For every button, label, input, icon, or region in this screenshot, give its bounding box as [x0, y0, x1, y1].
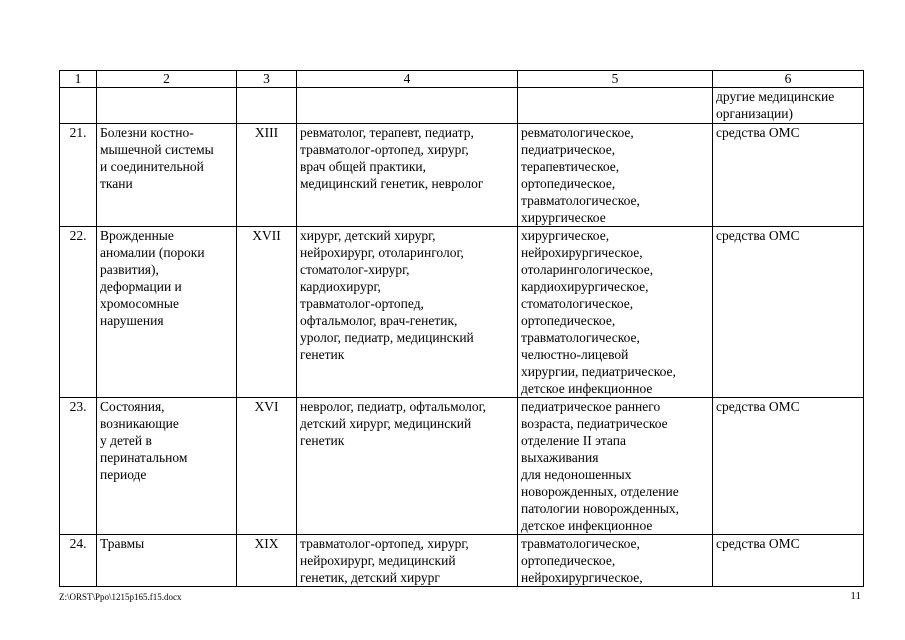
- specialists-cell: травматолог-ортопед, хирург, нейрохирург, медицинский генетик, детский хирург: [297, 535, 518, 587]
- funding-source-cell: средства ОМС: [713, 124, 864, 227]
- footer-file-path: Z:\ORST\Ppo\1215p165.f15.docx: [59, 592, 182, 602]
- specialists-cell: ревматолог, терапевт, педиатр, травматолог-ортопед, хирург, врач общей практики, медицинский генетик, невролог: [297, 124, 518, 227]
- specialists-cell: хирург, детский хирург, нейрохирург, отоларинголог, стоматолог-хирург, кардиохирург, травматолог-ортопед, офтальмолог, врач-генетик, уролог, педиатр, медицинский генетик: [297, 227, 518, 398]
- icd-class-cell: XIX: [237, 535, 297, 587]
- table-row: [60, 535, 864, 587]
- profile-cell: травматологическое, ортопедическое, нейрохирургическое,: [518, 535, 713, 587]
- funding-source-cell: средства ОМС: [713, 535, 864, 587]
- column-number: 1: [60, 71, 97, 88]
- profile-cell: хирургическое, нейрохирургическое, отоларингологическое, кардиохирургическое, стоматологическое, ортопедическое, травматологическое, челюстно-лицевой хирургии, педиатрическое, детское инфекционное: [518, 227, 713, 398]
- funding-source-cell: средства ОМС: [713, 398, 864, 535]
- profile-cell: ревматологическое, педиатрическое, терапевтическое, ортопедическое, травматологическое, хирургическое: [518, 124, 713, 227]
- profile-cell: педиатрическое раннего возраста, педиатрическое отделение II этапа выхаживания для недоношенных новорожденных, отделение патологии новорожденных, детское инфекционное: [518, 398, 713, 535]
- disease-class-cell: Травмы: [97, 535, 237, 587]
- continued-row: [60, 88, 864, 124]
- icd-class-cell: XIII: [237, 124, 297, 227]
- disease-class-cell: Болезни костно- мышечной системы и соединительной ткани: [97, 124, 237, 227]
- row-number: 24.: [60, 535, 97, 587]
- page-number: 11: [850, 590, 861, 602]
- column-number: 2: [97, 71, 237, 88]
- disease-class-cell: Врожденные аномалии (пороки развития), деформации и хромосомные нарушения: [97, 227, 237, 398]
- table-row: [60, 124, 864, 227]
- disease-class-cell: Состояния, возникающие у детей в перинатальном периоде: [97, 398, 237, 535]
- icd-class-cell: XVI: [237, 398, 297, 535]
- specialists-cell: невролог, педиатр, офтальмолог, детский хирург, медицинский генетик: [297, 398, 518, 535]
- column-number: 3: [237, 71, 297, 88]
- continued-source-cell: другие медицинские организации): [713, 88, 864, 124]
- icd-class-cell: XVII: [237, 227, 297, 398]
- row-number: 23.: [60, 398, 97, 535]
- row-number: 21.: [60, 124, 97, 227]
- table-row: [60, 398, 864, 535]
- column-number: 4: [297, 71, 518, 88]
- specialty-table: [59, 70, 864, 587]
- funding-source-cell: средства ОМС: [713, 227, 864, 398]
- row-number: 22.: [60, 227, 97, 398]
- table-row: [60, 227, 864, 398]
- column-number-row: [60, 71, 864, 88]
- column-number: 6: [713, 71, 864, 88]
- column-number: 5: [518, 71, 713, 88]
